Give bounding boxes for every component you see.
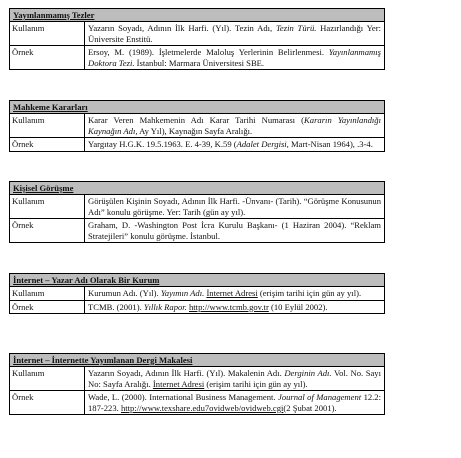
row-label: Kullanım (10, 367, 85, 390)
text-run: (2 Şubat 2001). (283, 402, 337, 413)
internet-address-link: İnternet Adresi (152, 378, 205, 389)
text-run: Wade, L. (2000). International Business Management. (88, 392, 278, 402)
section-table-unpublished-theses (9, 8, 385, 70)
row-label: Örnek (10, 138, 85, 151)
section-table-personal-interview (9, 181, 385, 243)
table-row (10, 195, 384, 219)
text-run: (10 Eylül 2002). (268, 301, 328, 312)
table-row (10, 138, 384, 152)
table-row (10, 367, 384, 391)
section-table-court-decisions (9, 100, 385, 152)
table-row (10, 391, 384, 415)
text-run-italic: Adalet Dergisi, (236, 139, 289, 149)
row-value (85, 114, 384, 137)
text-run-italic: Yayınlanmamış Doktora Tezi. (88, 47, 381, 68)
text-run-italic: Tezin Türü. (275, 23, 317, 33)
row-label: Örnek (10, 46, 85, 69)
table-row (10, 287, 384, 301)
section-table-internet-journal-article (9, 353, 385, 415)
text-run-italic: Kararın Yayınlandığı Kaynağın Adı, (88, 115, 381, 136)
text-run: Vol. No. Sayı No: Sayfa Aralığı. (88, 368, 381, 389)
url-link: http://www.tcmb.gov.tr (189, 301, 269, 312)
row-value (85, 391, 384, 414)
row-value (85, 219, 384, 242)
row-label: Örnek (10, 301, 85, 314)
row-value (85, 367, 384, 390)
row-label: Kullanım (10, 287, 85, 300)
row-label: Kullanım (10, 195, 85, 218)
row-value (85, 46, 384, 69)
url-link: http://www.texshare.edu7ovidweb/ovidweb.cgi (120, 402, 284, 413)
row-value (85, 138, 384, 151)
table-row (10, 46, 384, 70)
text-run: Mart-Nisan 1964), .3-4. (288, 139, 373, 149)
text-run-italic: Yıllık Rapor. (143, 301, 187, 312)
section-title: Yayınlanmamış Tezler (10, 9, 384, 22)
row-label: Kullanım (10, 114, 85, 137)
text-run: (erişim tarihi için gün ay yıl). (257, 288, 362, 298)
text-run: İstanbul: Marmara Üniversitesi SBE. (134, 57, 265, 68)
row-value (85, 287, 384, 300)
text-run: Yazarın Soyadı, Adının İlk Harfi. (Yıl). Makalenin Adı. (88, 368, 285, 378)
table-row (10, 301, 384, 315)
row-label: Örnek (10, 219, 85, 242)
table-row (10, 219, 384, 243)
text-run-italic: Journal of Management (278, 392, 362, 402)
row-value (85, 301, 384, 314)
text-run: (erişim tarihi için gün ay yıl). (204, 378, 308, 389)
text-run: Karar Veren Mahkemenin Adı Karar Tarihi Numarası ( (88, 115, 305, 125)
row-label: Kullanım (10, 22, 85, 45)
text-run-italic: Yayımın Adı. (160, 288, 205, 298)
table-row (10, 22, 384, 46)
text-run: Ay Yıl), Kaynağın Sayfa Aralığı. (137, 125, 253, 136)
section-title: İnternet – Yazar Adı Olarak Bir Kurum (10, 274, 384, 287)
text-run: 12.2: 187-223. (88, 392, 381, 413)
section-title: İnternet – İnternette Yayımlanan Dergi Makalesi (10, 354, 384, 367)
section-table-internet-institution (9, 273, 385, 314)
row-label: Örnek (10, 391, 85, 414)
section-title: Kişisel Görüşme (10, 182, 384, 195)
text-run: Yargıtay H.G.K. 19.5.1963. E. 4-39, K.59 ( (88, 139, 237, 149)
text-run: Hazırlandığı Yer: Üniversite Enstitü. (88, 23, 381, 44)
text-run: Görüşülen Kişinin Soyadı, Adının İlk Harfi. -Ünvanı- (Tarih). “Görüşme Konusunun Adı” konulu görüşme. Yer: Tarih (gün ay yıl). (88, 196, 381, 217)
table-row (10, 114, 384, 138)
text-run-italic: Derginin Adı. (284, 368, 332, 378)
row-value (85, 195, 384, 218)
text-run: Graham, D. -Washington Post İcra Kurulu Başkanı- (1 Haziran 2004). “Reklam Stratejileri” konulu görüşme. İstanbul. (88, 220, 381, 241)
row-value (85, 22, 384, 45)
text-run: Yazarın Soyadı, Adının İlk Harfi. (Yıl). Tezin Adı, (88, 23, 276, 33)
section-title: Mahkeme Kararları (10, 101, 384, 114)
text-run: Kurumun Adı. (Yıl). (88, 288, 161, 298)
text-run: TCMB. (2001). (88, 301, 144, 312)
internet-address-link: İnternet Adresi (206, 288, 258, 298)
text-run: Ersoy, M. (1989). İşletmelerde Maloluş Yerlerinin Belirlenmesi. (88, 47, 329, 57)
